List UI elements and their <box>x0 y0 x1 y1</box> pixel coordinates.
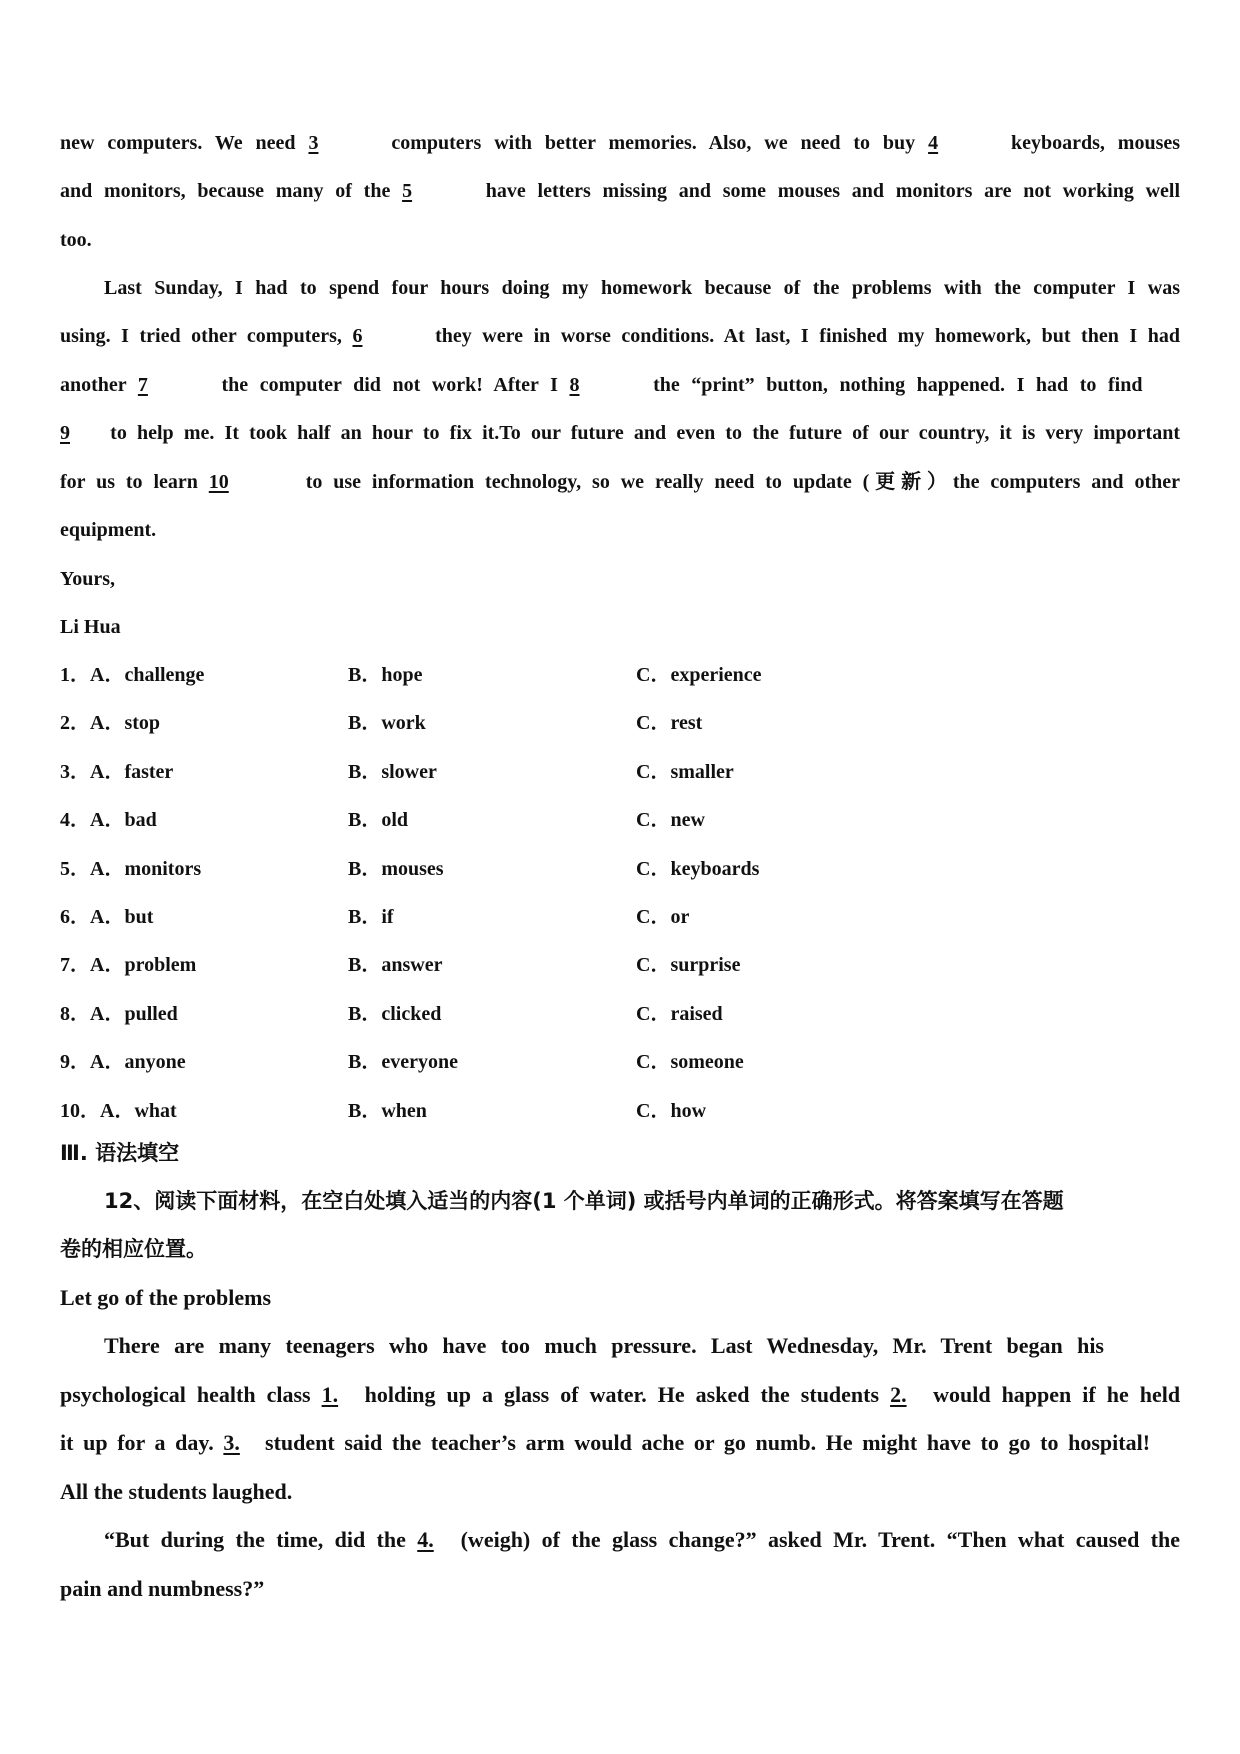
blank-6: 6 <box>352 325 363 347</box>
letter-signature: Li Hua <box>60 616 121 638</box>
option-a: 1．A．challenge <box>60 664 205 686</box>
option-c: C．surprise <box>636 954 741 977</box>
passage-line: too. <box>60 229 92 251</box>
section-heading: Ⅲ. 语法填空 <box>60 1141 180 1165</box>
text: to use information technology, so we really need to update (更新）the computers and other <box>305 471 1180 493</box>
text: keyboards, mouses <box>1011 132 1181 154</box>
blank-4: 4 <box>928 132 939 154</box>
blank-7: 7 <box>137 374 148 396</box>
text: another <box>60 374 127 396</box>
option-c: C．or <box>636 906 690 928</box>
blank-g4: 4. <box>417 1527 434 1552</box>
passage-line <box>60 420 1180 446</box>
option-b: B．hope <box>348 664 423 686</box>
option-c: C．rest <box>636 712 703 735</box>
option-a: 3．A．faster <box>60 760 174 783</box>
instruction-line: 12、阅读下面材料，在空白处填入适当的内容(1 个单词) 或括号内单词的正确形式。将答案填写在答题 <box>104 1189 1064 1213</box>
option-c: C．how <box>636 1099 707 1122</box>
option-b: B．everyone <box>348 1051 458 1074</box>
option-a: 6．A．but <box>60 906 154 928</box>
text: holding up a glass of water. He asked the students <box>364 1382 880 1407</box>
option-c: C．smaller <box>636 760 734 783</box>
passage-line <box>60 1429 1150 1457</box>
blank-3: 3 <box>308 132 319 154</box>
blank-g3: 3. <box>223 1430 240 1455</box>
passage-line <box>60 1381 1180 1409</box>
blank-5: 5 <box>402 180 413 202</box>
option-b: B．slower <box>348 760 437 783</box>
text: computers with better memories. Also, we need to buy <box>391 132 916 154</box>
passage-line: All the students laughed. <box>60 1479 293 1504</box>
option-c: C．someone <box>636 1051 744 1074</box>
passage-line: equipment. <box>60 519 157 541</box>
option-c: C．raised <box>636 1002 723 1025</box>
blank-10: 10 <box>208 471 229 493</box>
passage-line <box>60 1526 1180 1554</box>
passage-line <box>60 178 1180 204</box>
option-a: 9．A．anyone <box>60 1051 186 1074</box>
passage-line: Last Sunday, I had to spend four hours doing my homework because of the problems with the computer I was <box>104 277 1180 299</box>
text: (weigh) of the glass change?” asked Mr. Trent. “Then what caused the <box>460 1527 1180 1552</box>
blank-9: 9 <box>60 422 70 444</box>
passage-line: pain and numbness?” <box>60 1576 265 1601</box>
passage-line: There are many teenagers who have too much pressure. Last Wednesday, Mr. Trent began his <box>104 1333 1104 1358</box>
passage-title: Let go of the problems <box>60 1285 272 1310</box>
blank-8: 8 <box>569 374 580 396</box>
text: would happen if he held <box>933 1382 1181 1407</box>
text: to help me. It took half an hour to fix it.To our future and even to the future of our country, it is very important <box>110 422 1180 444</box>
text: “But during the time, did the <box>104 1527 406 1552</box>
option-a: 8．A．pulled <box>60 1002 178 1025</box>
text: they were in worse conditions. At last, I finished my homework, but then I had <box>435 325 1181 347</box>
option-c: C．keyboards <box>636 857 760 880</box>
text: for us to learn <box>60 471 198 493</box>
option-a: 10．A．what <box>60 1099 177 1122</box>
option-b: B．if <box>348 906 394 928</box>
text: it up for a day. <box>60 1430 214 1455</box>
text: using. I tried other computers, <box>60 325 342 347</box>
blank-9-start <box>1154 372 1180 398</box>
text: new computers. We need <box>60 132 296 154</box>
text: the “print” button, nothing happened. I had to find <box>653 374 1143 396</box>
text: student said the teacher’s arm would ache or go numb. He might have to go to hospital! <box>265 1430 1151 1455</box>
blank-g1: 1. <box>321 1382 339 1407</box>
text: and monitors, because many of the <box>60 180 391 202</box>
passage-line <box>60 130 1180 156</box>
option-b: B．old <box>348 809 409 832</box>
letter-closing: Yours, <box>60 568 116 590</box>
option-b: B．clicked <box>348 1002 442 1025</box>
text: have letters missing and some mouses and monitors are not working well <box>485 180 1181 202</box>
option-a: 7．A．problem <box>60 954 197 977</box>
text: the computer did not work! After I <box>221 374 558 396</box>
instruction-line: 卷的相应位置。 <box>60 1237 207 1261</box>
option-b: B．work <box>348 712 426 735</box>
option-b: B．answer <box>348 954 443 977</box>
option-c: C．experience <box>636 664 762 686</box>
blank-g2: 2. <box>890 1382 907 1407</box>
passage-line <box>60 323 1180 349</box>
option-b: B．mouses <box>348 857 444 880</box>
option-a: 4．A．bad <box>60 809 157 832</box>
option-a: 5．A．monitors <box>60 857 202 880</box>
text: psychological health class <box>60 1382 311 1407</box>
option-a: 2．A．stop <box>60 712 161 735</box>
passage-line <box>60 372 1180 398</box>
option-c: C．new <box>636 809 705 832</box>
option-b: B．when <box>348 1099 427 1122</box>
passage-line <box>60 469 1180 495</box>
